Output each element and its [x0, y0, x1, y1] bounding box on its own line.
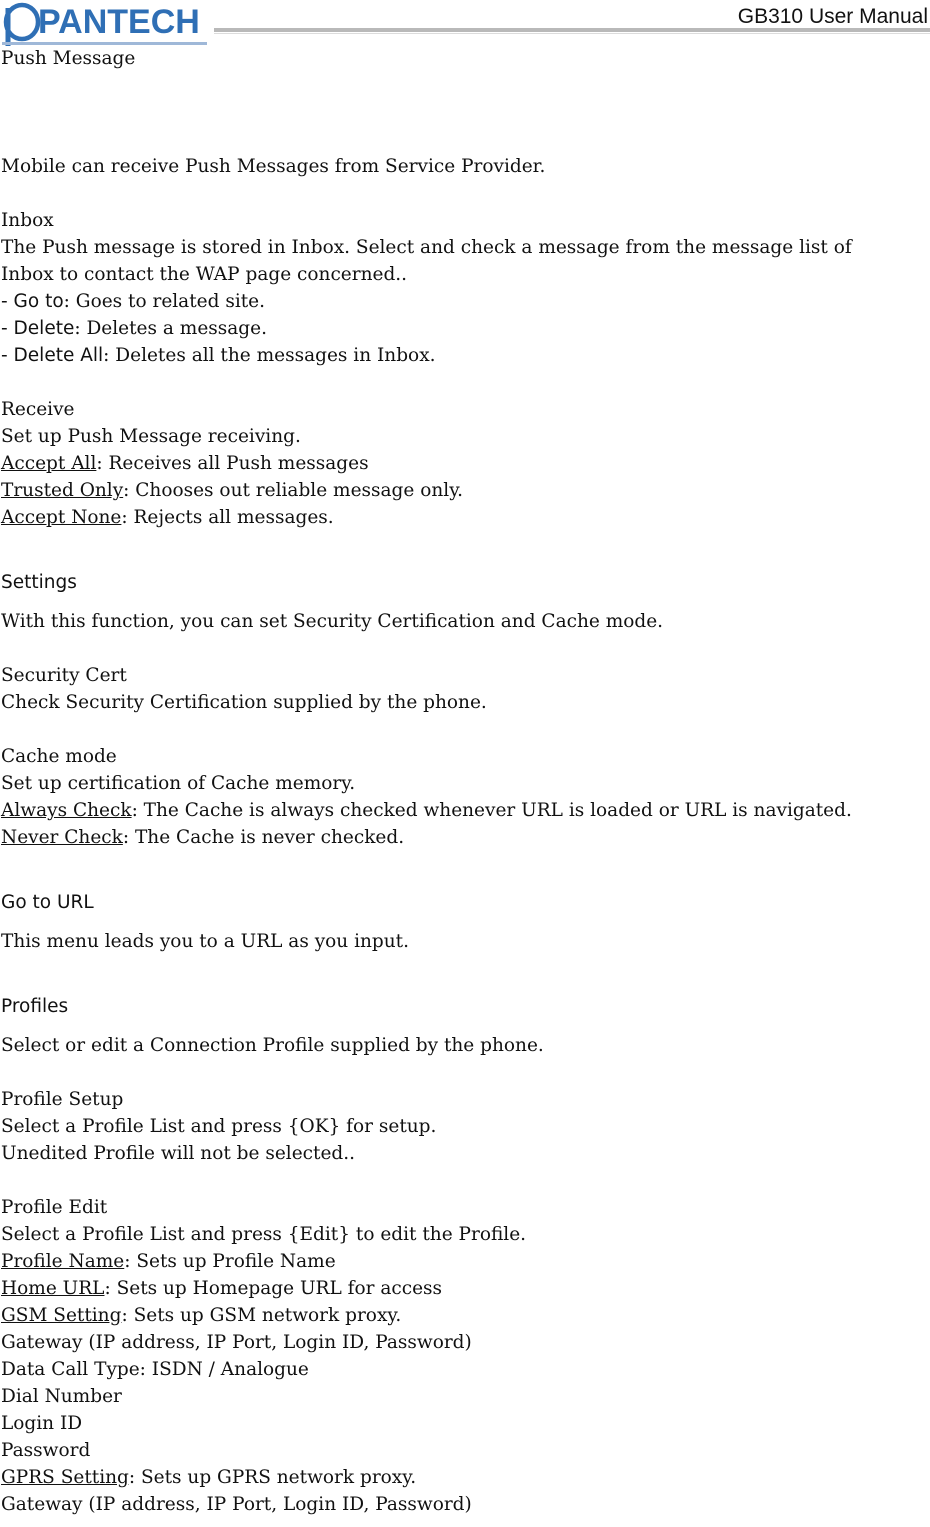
profiles-desc: Select or edit a Connection Profile supplied by the phone. — [1, 1035, 544, 1056]
inbox-heading: Inbox — [1, 210, 54, 231]
gsm-line-password: Password — [1, 1440, 91, 1461]
profile-edit-desc: Select a Profile List and press {Edit} to edit the Profile. — [1, 1224, 527, 1245]
receive-heading: Receive — [1, 399, 75, 420]
profile-option-name — [1, 1248, 927, 1275]
option-text: : The Cache is never checked. — [122, 827, 405, 848]
option-text: : Sets up GSM network proxy. — [121, 1305, 402, 1326]
option-label: GSM Setting — [1, 1305, 122, 1326]
gprs-line-gateway: Gateway (IP address, IP Port, Login ID, Password) — [1, 1494, 472, 1515]
receive-option-trusted-only — [1, 477, 927, 504]
inbox-item-text: : Goes to related site. — [63, 291, 265, 312]
gsm-line-data-call-type: Data Call Type: ISDN / Analogue — [1, 1359, 309, 1380]
manual-title: GB310 User Manual — [737, 5, 928, 28]
svg-text:PANTECH: PANTECH — [38, 3, 200, 41]
inbox-item-label: - Go to — [1, 291, 64, 312]
inbox-item-delete — [1, 315, 927, 342]
gsm-line-login-id: Login ID — [1, 1413, 83, 1434]
profile-option-gsm-setting — [1, 1302, 927, 1329]
intro-text: Mobile can receive Push Messages from Service Provider. — [1, 156, 546, 177]
option-text: : Sets up Profile Name — [124, 1251, 336, 1272]
cache-option-always-check — [1, 797, 927, 824]
go-to-url-desc: This menu leads you to a URL as you input. — [1, 931, 409, 952]
inbox-item-delete-all — [1, 342, 927, 369]
option-label: Always Check — [1, 800, 132, 821]
settings-desc: With this function, you can set Security Certification and Cache mode. — [1, 611, 664, 632]
settings-heading: Settings — [1, 572, 77, 593]
page-header — [0, 0, 930, 50]
cache-option-never-check — [1, 824, 927, 851]
profile-option-gprs-setting — [1, 1464, 927, 1491]
pantech-logo — [0, 0, 210, 50]
inbox-item-text: : Deletes all the messages in Inbox. — [103, 345, 436, 366]
option-text: : Sets up GPRS network proxy. — [128, 1467, 417, 1488]
option-text: : Receives all Push messages — [96, 453, 369, 474]
option-label: GPRS Setting — [1, 1467, 129, 1488]
inbox-item-go-to — [1, 288, 927, 315]
profile-setup-heading: Profile Setup — [1, 1089, 124, 1110]
header-rule-shadow — [214, 33, 930, 34]
receive-option-accept-none — [1, 504, 927, 531]
cache-mode-desc: Set up certification of Cache memory. — [1, 773, 356, 794]
profile-setup-desc-2: Unedited Profile will not be selected.. — [1, 1143, 355, 1164]
option-label: Accept None — [1, 507, 122, 528]
option-label: Accept All — [1, 453, 97, 474]
cache-mode-heading: Cache mode — [1, 746, 117, 767]
receive-desc: Set up Push Message receiving. — [1, 426, 301, 447]
option-label: Never Check — [1, 827, 123, 848]
inbox-desc-2: Inbox to contact the WAP page concerned.. — [1, 264, 408, 285]
profile-option-home-url — [1, 1275, 927, 1302]
inbox-item-label: - Delete — [1, 318, 75, 339]
option-text: : Sets up Homepage URL for access — [104, 1278, 443, 1299]
go-to-url-heading: Go to URL — [1, 892, 94, 913]
option-text: : Chooses out reliable message only. — [123, 480, 464, 501]
inbox-desc-1: The Push message is stored in Inbox. Select and check a message from the message list of — [1, 237, 852, 258]
inbox-item-text: : Deletes a message. — [74, 318, 267, 339]
section-title: Push Message — [1, 48, 136, 69]
option-text: : The Cache is always checked whenever URL is loaded or URL is navigated. — [131, 800, 852, 821]
security-cert-desc: Check Security Certification supplied by the phone. — [1, 692, 487, 713]
profile-edit-heading: Profile Edit — [1, 1197, 108, 1218]
option-label: Trusted Only — [1, 480, 124, 501]
profiles-heading: Profiles — [1, 996, 69, 1017]
gsm-line-gateway: Gateway (IP address, IP Port, Login ID, Password) — [1, 1332, 472, 1353]
option-label: Home URL — [1, 1278, 105, 1299]
security-cert-heading: Security Cert — [1, 665, 127, 686]
document-body — [1, 45, 927, 1518]
receive-option-accept-all — [1, 450, 927, 477]
gsm-line-dial-number: Dial Number — [1, 1386, 122, 1407]
option-text: : Rejects all messages. — [121, 507, 334, 528]
option-label: Profile Name — [1, 1251, 125, 1272]
profile-setup-desc-1: Select a Profile List and press {OK} for setup. — [1, 1116, 437, 1137]
inbox-item-label: - Delete All — [1, 345, 104, 366]
